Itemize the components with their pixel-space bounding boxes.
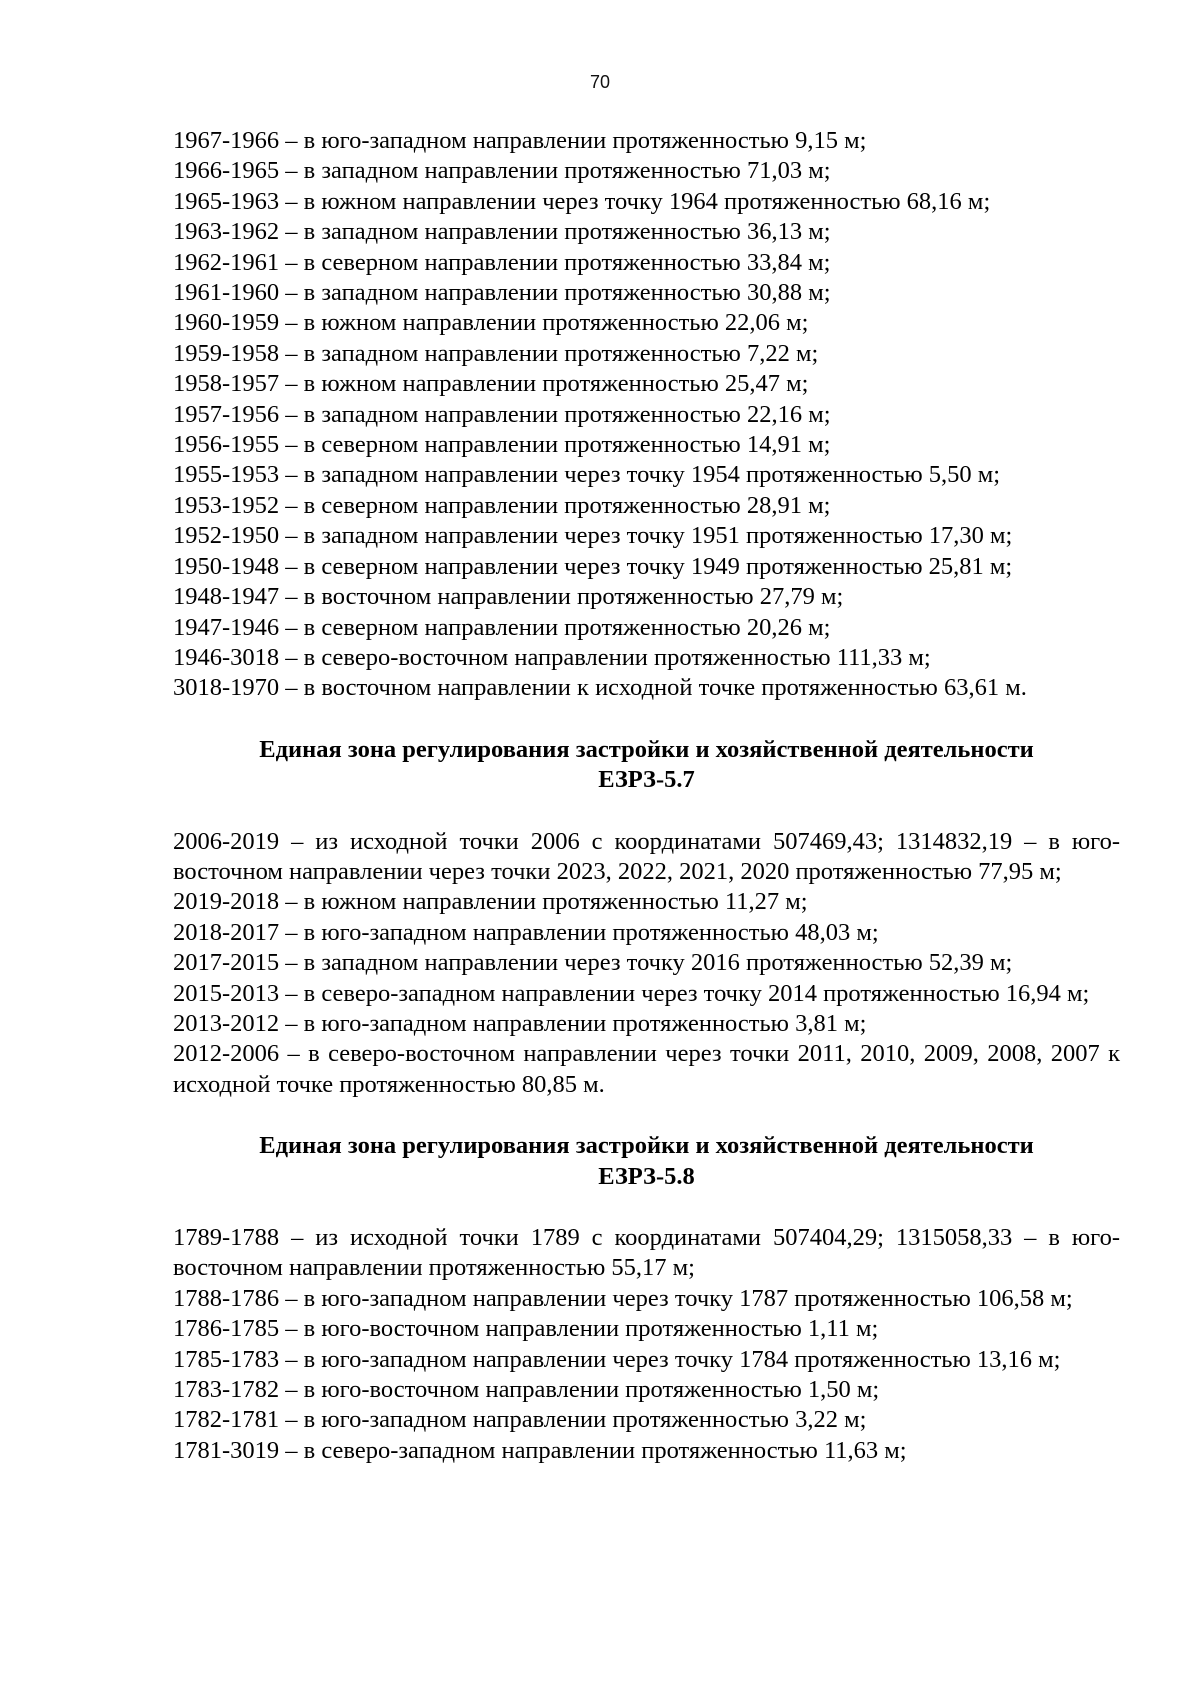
boundary-segment: 1788-1786 – в юго-западном направлении через точку 1787 протяженностью 106,58 м; [173, 1284, 1073, 1312]
boundary-segment: 3018-1970 – в восточном направлении к исходной точке протяженностью 63,61 м. [173, 674, 1027, 702]
boundary-segment: 1782-1781 – в юго-западном направлении протяженностью 3,22 м; [173, 1406, 867, 1434]
boundary-segment: 2017-2015 – в западном направлении через точку 2016 протяженностью 52,39 м; [173, 949, 1013, 977]
boundary-segment: 1789-1788 – из исходной точки 1789 с координатами 507404,29; 1315058,33 – в юго-восточном направлении протяженностью 55,17 м; [173, 1224, 1120, 1282]
section-code: ЕЗРЗ-5.8 [598, 1162, 695, 1190]
boundary-segment: 1785-1783 – в юго-западном направлении через точку 1784 протяженностью 13,16 м; [173, 1345, 1061, 1373]
section-heading-ezrz-5-8 [173, 1131, 1120, 1192]
boundary-segment: 2019-2018 – в южном направлении протяженностью 11,27 м; [173, 888, 808, 916]
boundary-segment: 1950-1948 – в северном направлении через точку 1949 протяженностью 25,81 м; [173, 552, 1013, 580]
boundary-segment: 1967-1966 – в юго-западном направлении протяженностью 9,15 м; [173, 127, 867, 154]
boundary-segment: 1957-1956 – в западном направлении протяженностью 22,16 м; [173, 400, 831, 428]
boundary-segment: 1947-1946 – в северном направлении протяженностью 20,26 м; [173, 613, 831, 641]
boundary-segment: 1963-1962 – в западном направлении протяженностью 36,13 м; [173, 218, 831, 246]
section-heading-ezrz-5-7 [173, 735, 1120, 796]
boundary-segment: 1783-1782 – в юго-восточном направлении протяженностью 1,50 м; [173, 1376, 880, 1404]
boundary-segment: 1953-1952 – в северном направлении протяженностью 28,91 м; [173, 491, 831, 519]
boundary-segment: 1948-1947 – в восточном направлении протяженностью 27,79 м; [173, 583, 844, 611]
boundary-segment: 2018-2017 – в юго-западном направлении протяженностью 48,03 м; [173, 918, 879, 946]
boundary-segment: 1965-1963 – в южном направлении через точку 1964 протяженностью 68,16 м; [173, 187, 991, 215]
page-number: 70 [589, 72, 611, 92]
section-title: Единая зона регулирования застройки и хозяйственной деятельности [259, 1132, 1034, 1160]
boundary-segment: 2015-2013 – в северо-западном направлении через точку 2014 протяженностью 16,94 м; [173, 979, 1090, 1007]
boundary-list-intro [173, 126, 1120, 704]
section-code: ЕЗРЗ-5.7 [598, 766, 695, 794]
boundary-list-ezrz-5-7 [173, 827, 1120, 1101]
boundary-segment: 1955-1953 – в западном направлении через точку 1954 протяженностью 5,50 м; [173, 461, 1001, 489]
document-body [173, 126, 1120, 1466]
boundary-segment: 1962-1961 – в северном направлении протяженностью 33,84 м; [173, 248, 831, 276]
boundary-segment: 1952-1950 – в западном направлении через точку 1951 протяженностью 17,30 м; [173, 522, 1013, 550]
boundary-segment: 1781-3019 – в северо-западном направлении протяженностью 11,63 м; [173, 1436, 907, 1464]
boundary-segment: 1960-1959 – в южном направлении протяженностью 22,06 м; [173, 309, 809, 337]
boundary-segment: 1966-1965 – в западном направлении протяженностью 71,03 м; [173, 157, 831, 185]
boundary-list-ezrz-5-8 [173, 1223, 1120, 1466]
boundary-segment: 2013-2012 – в юго-западном направлении протяженностью 3,81 м; [173, 1009, 867, 1037]
boundary-segment: 1946-3018 – в северо-восточном направлении протяженностью 111,33 м; [173, 643, 931, 671]
section-title: Единая зона регулирования застройки и хозяйственной деятельности [259, 735, 1034, 763]
boundary-segment: 1956-1955 – в северном направлении протяженностью 14,91 м; [173, 431, 831, 459]
boundary-segment: 2012-2006 – в северо-восточном направлении через точки 2011, 2010, 2009, 2008, 2007 к исходной точке протяженностью 80,85 м. [173, 1040, 1120, 1098]
boundary-segment: 1959-1958 – в западном направлении протяженностью 7,22 м; [173, 339, 819, 367]
boundary-segment: 1786-1785 – в юго-восточном направлении протяженностью 1,11 м; [173, 1315, 879, 1343]
boundary-segment: 2006-2019 – из исходной точки 2006 с координатами 507469,43; 1314832,19 – в юго-восточном направлении через точки 2023, 2022, 2021, 2020 протяженностью 77,95 м; [173, 827, 1120, 885]
boundary-segment: 1961-1960 – в западном направлении протяженностью 30,88 м; [173, 279, 831, 307]
boundary-segment: 1958-1957 – в южном направлении протяженностью 25,47 м; [173, 370, 809, 398]
